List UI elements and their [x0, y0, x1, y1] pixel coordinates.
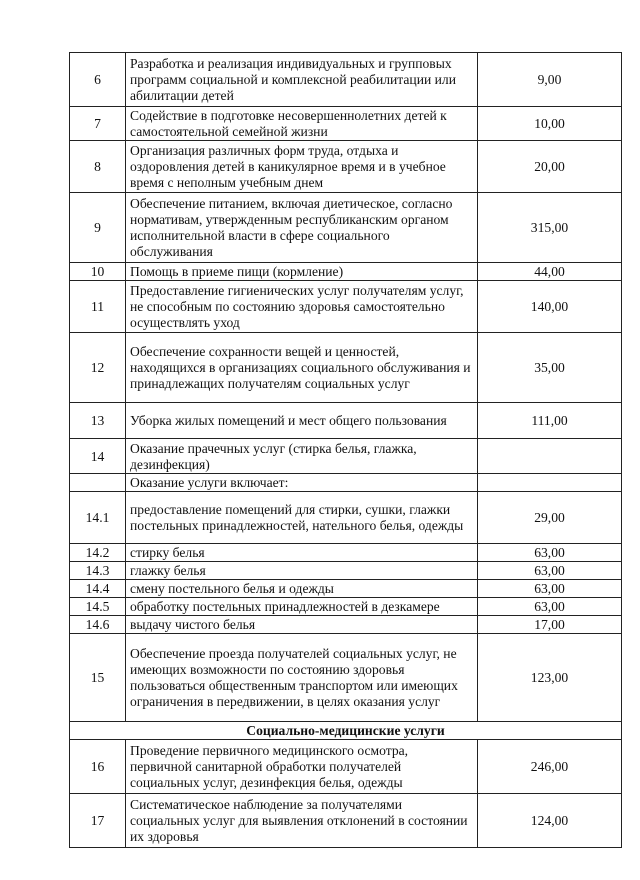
service-price: 111,00 — [478, 403, 622, 439]
service-name: Содействие в подготовке несовершеннолетних детей к самостоятельной семейной жизни — [126, 107, 478, 141]
table-row — [70, 740, 622, 794]
row-number: 7 — [70, 107, 126, 141]
row-number: 16 — [70, 740, 126, 794]
service-price: 123,00 — [478, 634, 622, 722]
section-header-row — [70, 722, 622, 740]
table-row — [70, 439, 622, 474]
service-price: 140,00 — [478, 281, 622, 333]
table-row — [70, 634, 622, 722]
service-name: Проведение первичного медицинского осмотра, первичной санитарной обработки получателей социальных услуг, дезинфекция белья, одежды — [126, 740, 478, 794]
table-row — [70, 263, 622, 281]
service-name: Обеспечение питанием, включая диетическое, согласно нормативам, утвержденным республиканским органом исполнительной власти в сфере социального обслуживания — [126, 193, 478, 263]
table-row — [70, 580, 622, 598]
row-number: 14.1 — [70, 492, 126, 544]
row-number: 14.2 — [70, 544, 126, 562]
service-price: 35,00 — [478, 333, 622, 403]
row-number: 14.4 — [70, 580, 126, 598]
row-number: 12 — [70, 333, 126, 403]
row-number: 14.6 — [70, 616, 126, 634]
service-name: Помощь в приеме пищи (кормление) — [126, 263, 478, 281]
service-price: 63,00 — [478, 544, 622, 562]
table-row — [70, 616, 622, 634]
service-name: Оказание услуги включает: — [126, 474, 478, 492]
service-price — [478, 474, 622, 492]
service-name: Обеспечение сохранности вещей и ценностей, находящихся в организациях социального обслуживания и принадлежащих получателям социальных услуг — [126, 333, 478, 403]
service-name: Предоставление гигиенических услуг получателям услуг, не способным по состоянию здоровья самостоятельно осуществлять уход — [126, 281, 478, 333]
row-number: 15 — [70, 634, 126, 722]
service-price: 315,00 — [478, 193, 622, 263]
table-row — [70, 403, 622, 439]
table-row — [70, 544, 622, 562]
service-name: глажку белья — [126, 562, 478, 580]
service-name: обработку постельных принадлежностей в дезкамере — [126, 598, 478, 616]
service-price: 63,00 — [478, 562, 622, 580]
row-number: 14 — [70, 439, 126, 474]
table-row — [70, 562, 622, 580]
service-price — [478, 439, 622, 474]
row-number: 14.5 — [70, 598, 126, 616]
service-name: Обеспечение проезда получателей социальных услуг, не имеющих возможности по состоянию здоровья пользоваться общественным транспортом или имеющих ограничения в передвижении, в целях оказания услуг — [126, 634, 478, 722]
row-number: 8 — [70, 141, 126, 193]
services-table — [69, 52, 622, 848]
service-name: Организация различных форм труда, отдыха и оздоровления детей в каникулярное время и в учебное время с неполным учебным днем — [126, 141, 478, 193]
row-number — [70, 474, 126, 492]
service-price: 29,00 — [478, 492, 622, 544]
table-row — [70, 281, 622, 333]
service-name: смену постельного белья и одежды — [126, 580, 478, 598]
service-price: 63,00 — [478, 580, 622, 598]
service-price: 124,00 — [478, 794, 622, 848]
table-row — [70, 598, 622, 616]
row-number: 9 — [70, 193, 126, 263]
section-title: Социально-медицинские услуги — [70, 722, 622, 740]
row-number: 11 — [70, 281, 126, 333]
service-name: предоставление помещений для стирки, сушки, глажки постельных принадлежностей, нательного белья, одежды — [126, 492, 478, 544]
table-row — [70, 794, 622, 848]
service-price: 246,00 — [478, 740, 622, 794]
service-name: Систематическое наблюдение за получателями социальных услуг для выявления отклонений в состоянии их здоровья — [126, 794, 478, 848]
table-row — [70, 474, 622, 492]
service-price: 44,00 — [478, 263, 622, 281]
service-name: Разработка и реализация индивидуальных и групповых программ социальной и комплексной реабилитации или абилитации детей — [126, 53, 478, 107]
row-number: 6 — [70, 53, 126, 107]
service-price: 63,00 — [478, 598, 622, 616]
service-name: выдачу чистого белья — [126, 616, 478, 634]
row-number: 10 — [70, 263, 126, 281]
service-name: стирку белья — [126, 544, 478, 562]
row-number: 17 — [70, 794, 126, 848]
table-row — [70, 107, 622, 141]
row-number: 13 — [70, 403, 126, 439]
table-row — [70, 193, 622, 263]
service-name: Уборка жилых помещений и мест общего пользования — [126, 403, 478, 439]
table-row — [70, 141, 622, 193]
service-price: 20,00 — [478, 141, 622, 193]
service-price: 10,00 — [478, 107, 622, 141]
row-number: 14.3 — [70, 562, 126, 580]
service-price: 9,00 — [478, 53, 622, 107]
table-row — [70, 333, 622, 403]
service-price: 17,00 — [478, 616, 622, 634]
service-name: Оказание прачечных услуг (стирка белья, глажка, дезинфекция) — [126, 439, 478, 474]
table-row — [70, 492, 622, 544]
table-row — [70, 53, 622, 107]
